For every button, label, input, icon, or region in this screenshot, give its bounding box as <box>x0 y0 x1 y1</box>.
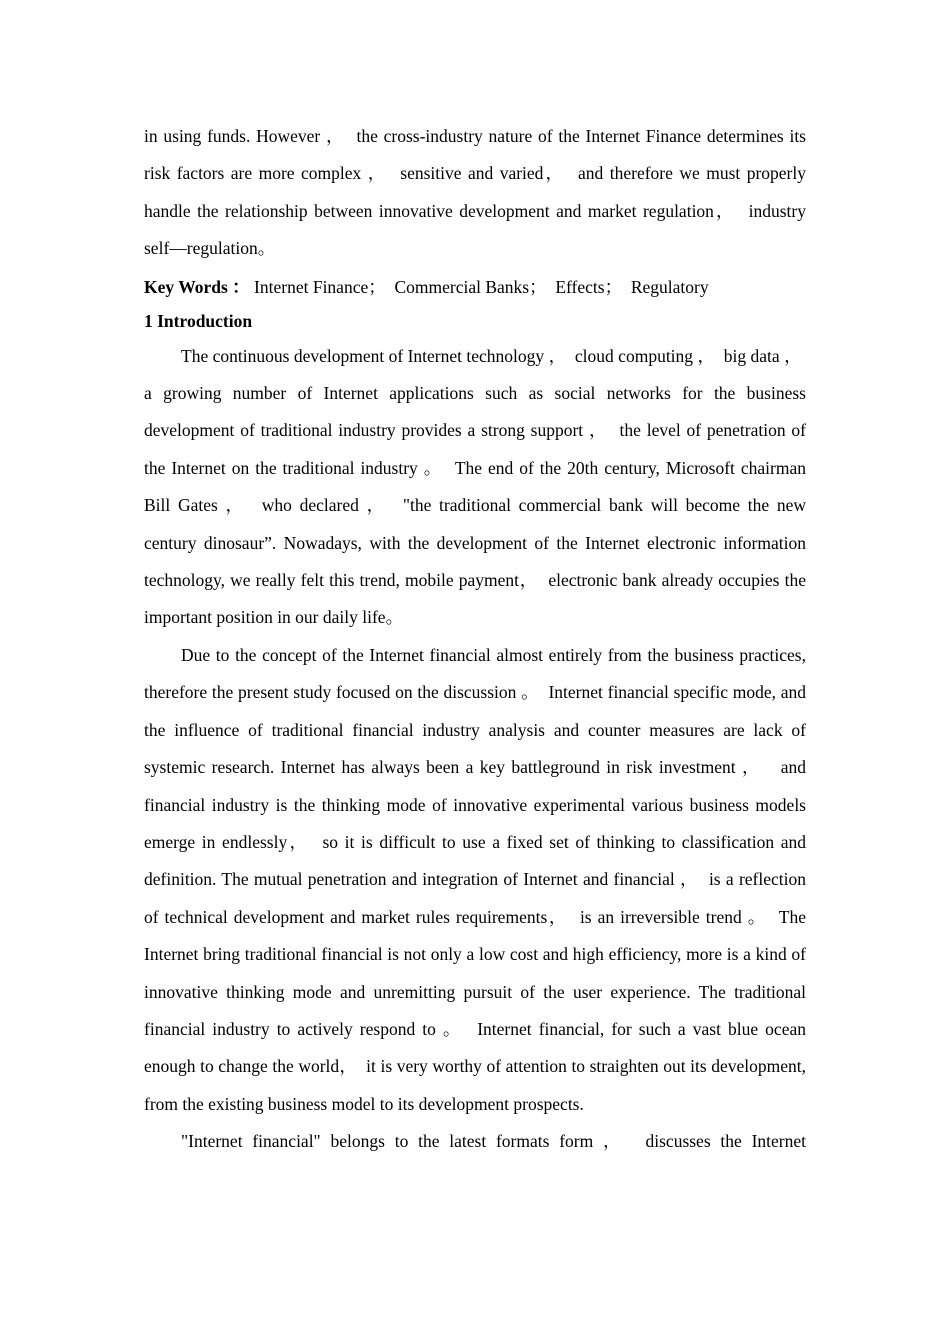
body-paragraph-3: "Internet financial" belongs to the latest formats form ， discusses the Internet <box>181 1131 806 1152</box>
body-paragraph-2: Due to the concept of the Internet financial almost entirely from the business practices, therefore the present study focused on the discussion 。 Internet financial specific mode, and the influence of traditional financial industry analysis and counter measures are lack of systemic research. Internet has always been a key battleground in risk investment ， and financial industry is the thinking mode of innovative experimental various business models emerge in endlessly， so it is difficult to use a fixed set of thinking to classification and definition. The mutual penetration and integration of Internet and financial ， is a reflection of technical development and market rules requirements， is an irreversible trend 。 The Internet bring traditional financial is not only a low cost and high efficiency, more is a kind of innovative thinking mode and unremitting pursuit of the user experience. The traditional financial industry to actively respond to 。 Internet financial, for such a vast blue ocean enough to change the world， it is very worthy of attention to straighten out its development, from the existing business model to its development prospects. <box>144 644 806 1114</box>
keywords-label: Key Words ： <box>144 276 250 297</box>
body-paragraph-1: The continuous development of Internet technology ， cloud computing ， big data ， a growing number of Internet applications such as social networks for the business development of traditional industry provides a strong support ， the level of penetration of the Internet on the traditional industry 。 The end of the 20th century, Microsoft chairman Bill Gates ， who declared ， "the traditional commercial bank will become the new century dinosaur”. Nowadays, with the development of the Internet electronic information technology, we really felt this trend, mobile payment， electronic bank already occupies the important position in our daily life。 <box>144 345 806 628</box>
keywords-text: Internet Finance； Commercial Banks； Effects； Regulatory <box>254 276 709 297</box>
abstract-tail-paragraph: in using funds. However ， the cross-industry nature of the Internet Finance determines its risk factors are more complex ， sensitive and varied， and therefore we must properly handle the relationship between innovative development and market regulation， industry self—regulation。 <box>144 126 806 259</box>
section-heading: 1 Introduction <box>144 310 253 331</box>
document-page <box>144 118 806 1161</box>
keywords-line <box>144 270 806 304</box>
